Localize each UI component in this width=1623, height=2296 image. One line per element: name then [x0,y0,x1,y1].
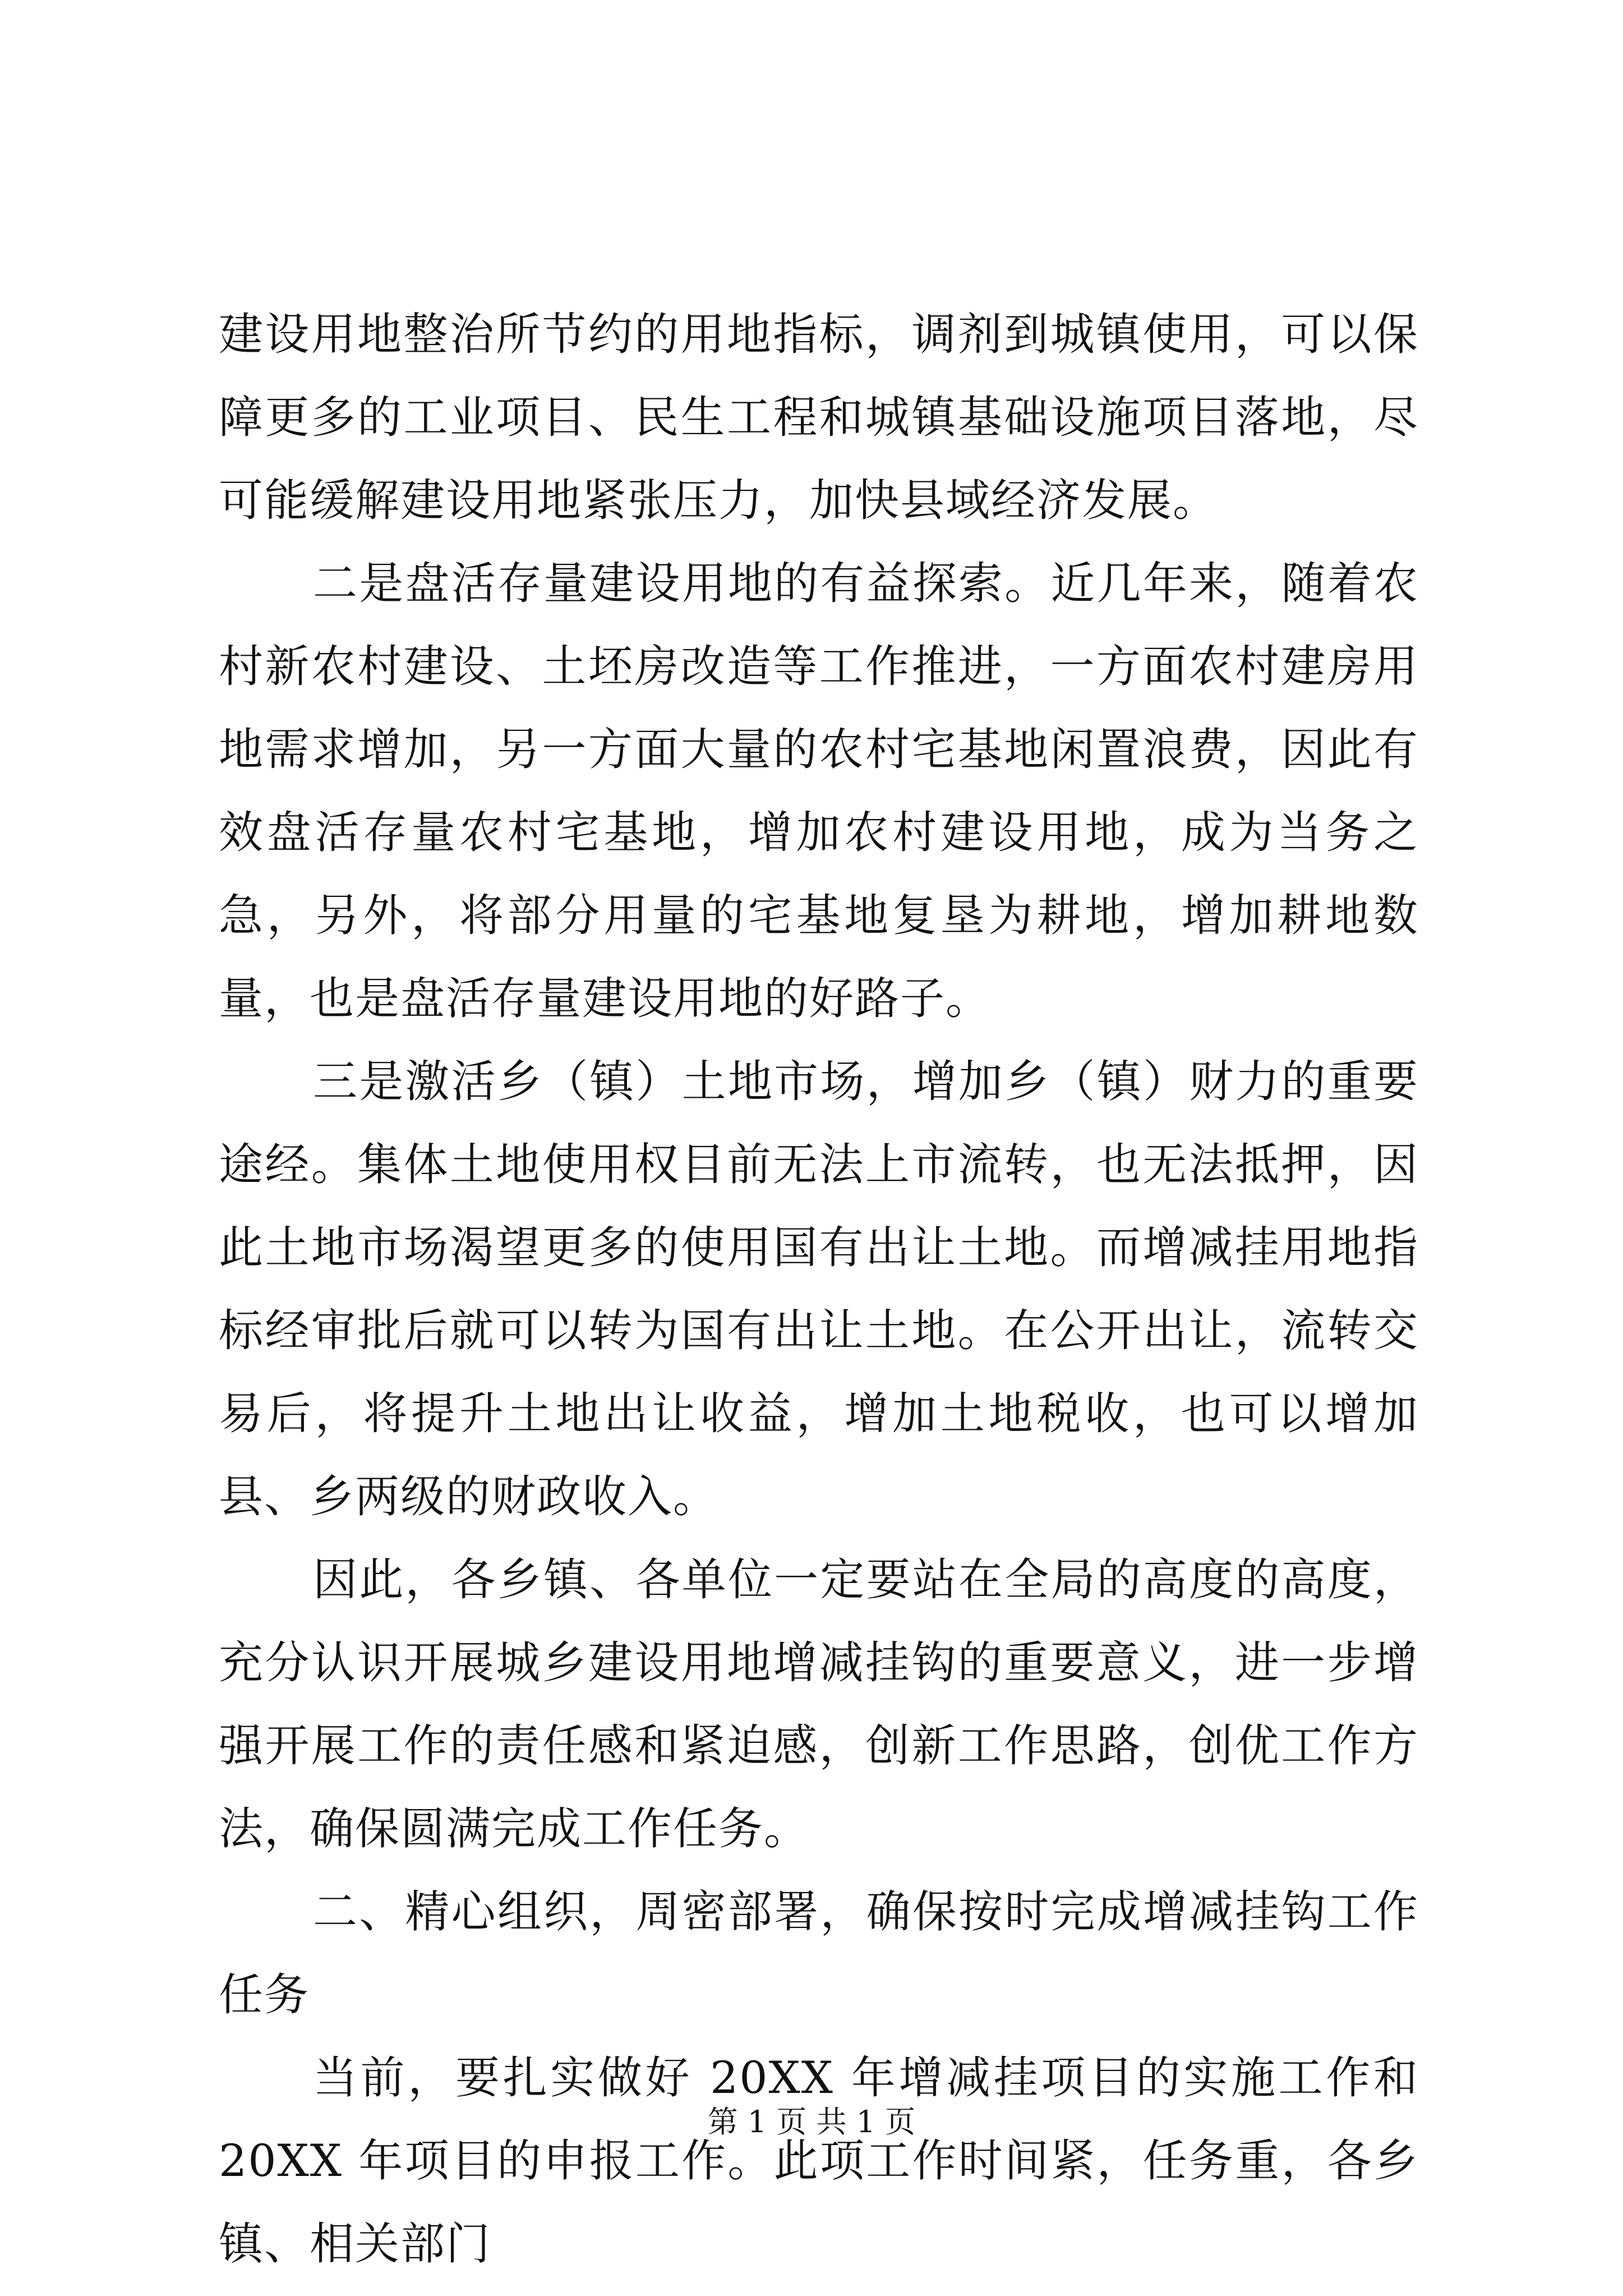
paragraph-5: 当前，要扎实做好 20XX 年增减挂项目的实施工作和 20XX 年项目的申报工作。此项工作时间紧，任务重，各乡镇、相关部门 [219,2052,1419,2270]
page-footer: 第 1 页 共 1 页 [707,2104,916,2139]
paragraph-4: 因此，各乡镇、各单位一定要站在全局的高度的高度，充分认识开展城乡建设用地增减挂钩的重要意义，进一步增强开展工作的责任感和紧迫感，创新工作思路，创优工作方法，确保圆满完成工作任务。 [219,1554,1419,1855]
paragraph-1: 建设用地整治所节约的用地指标，调剂到城镇使用，可以保障更多的工业项目、民生工程和城镇基础设施项目落地，尽可能缓解建设用地紧张压力，加快县域经济发展。 [219,309,1419,526]
paragraph-2: 二是盘活存量建设用地的有益探索。近几年来，随着农村新农村建设、土坯房改造等工作推进，一方面农村建房用地需求增加，另一方面大量的农村宅基地闲置浪费，因此有效盘活存量农村宅基地，增加农村建设用地，成为当务之急，另外，将部分用量的宅基地复垦为耕地，增加耕地数量，也是盘活存量建设用地的好路子。 [219,558,1419,1024]
document-body [219,293,1419,2285]
paragraph-3: 三是激活乡（镇）土地市场，增加乡（镇）财力的重要途经。集体土地使用权目前无法上市流转，也无法抵押，因此土地市场渴望更多的使用国有出让土地。而增减挂用地指标经审批后就可以转为国有出让土地。在公开出让，流转交易后，将提升土地出让收益，增加土地税收，也可以增加县、乡两级的财政收入。 [219,1056,1419,1522]
section-heading: 二、精心组织，周密部署，确保按时完成增减挂钩工作任务 [219,1886,1419,2021]
